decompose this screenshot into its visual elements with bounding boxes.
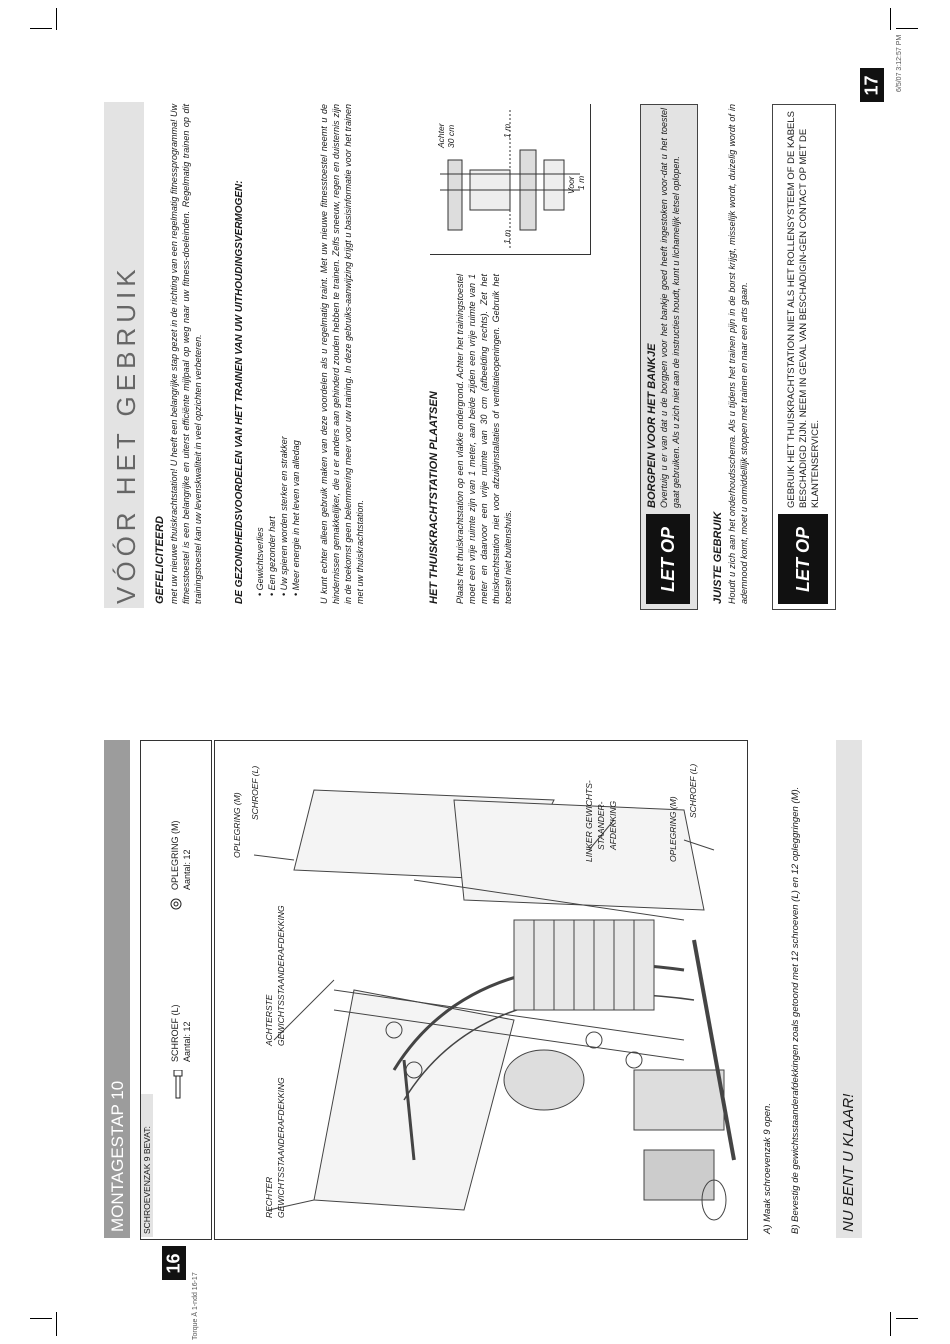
footer-code: Torque Ā 1-ndd 16-17 <box>192 1272 199 1340</box>
label-screw-bottom: SCHROEF (L) <box>688 763 698 818</box>
page-title: VÓÓR HET GEBRUIK <box>111 264 141 604</box>
floor-back: Achter <box>436 123 446 148</box>
warning2-text: GEBRUIK HET THUISKRACHTSTATION NIET ALS HET ROLLENSYSTEEM OF DE KABELS BESCHADIGD ZIJN. NEEM IN GEVAL VAN BESCHADIGIN-GEN CONTACT OP MET DE KLANTENSERVICE. <box>786 111 821 508</box>
benefit-item: • Gewichtsverlies <box>254 304 266 596</box>
benefits-heading: DE GEZONDHEIDSVOORDELEN VAN HET TRAINEN VAN UW UITHOUDINGSVERMOGEN: <box>234 180 245 604</box>
benefit-item: • Uw spieren worden sterker en strakker <box>278 304 290 596</box>
step-a: A) Maak schroevenzak 9 open. <box>762 1103 773 1234</box>
label-left-cover-2: STAANDER- <box>596 801 606 850</box>
part-2-qty: Aantal: 12 <box>182 849 192 890</box>
label-left-cover-3: AFDEKKING <box>608 800 618 850</box>
contents-label: SCHROEVENZAK 9 BEVAT: <box>142 1126 152 1234</box>
label-rear-cover-top: GEWICHTSSTAANDERAFDEKKING <box>276 905 286 1046</box>
floor-back-dist: 30 cm <box>446 124 456 148</box>
crop-mark <box>30 1318 52 1319</box>
part-1-name: SCHROEF (L) <box>170 1004 180 1062</box>
part-1-qty: Aantal: 12 <box>182 1021 192 1062</box>
floor-side-right: 1 m <box>502 123 512 138</box>
warning1-heading: BORGPEN VOOR HET BANKJE <box>646 343 658 508</box>
part-2-name: OPLEGRING (M) <box>170 820 180 890</box>
page-number: 16 <box>163 1252 184 1274</box>
washer-icon <box>170 898 182 910</box>
step-b: B) Bevestig de gewichtsstaanderafdekkingen zoals getoond met 12 schroeven (L) en 12 opleggringen (M). <box>790 786 801 1234</box>
warning-tag-label: LET OP <box>792 526 813 592</box>
crop-mark <box>890 8 891 30</box>
crop-mark <box>56 8 57 30</box>
label-washer-top: OPLEGRING (M) <box>232 792 242 858</box>
label-right-cover-2: GEWICHTSSTAANDERAFDEKKING <box>276 1077 286 1218</box>
congrats-heading: GEFELICITEERD <box>154 515 166 604</box>
footer-code: 6/5/07 3:12:57 PM <box>896 34 903 92</box>
page-number: 17 <box>861 74 882 96</box>
crop-mark <box>896 1318 918 1319</box>
crop-mark <box>30 28 52 29</box>
benefit-item: • Meer energie in het leven van alledag <box>290 304 302 596</box>
congrats-text: met uw nieuwe thuiskrachtstation! U heeft een belangrijke stap gezet in de richting van een regelmatig fitnessprogramma! Uw fitnesstoestel is een belangrijke en uiterst efficiënte mijlpaal op weg naar uw fitness-doeleinden. Regelmatig trainen op dit trainingstoestel kan uw levenskwaliteit in veel opzichten verbeteren. <box>169 104 203 604</box>
crop-mark <box>896 28 918 29</box>
label-right-cover-1: RECHTER <box>264 1176 274 1218</box>
benefits-text: U kunt echter alleen gebruik maken van deze voordelen als u regelmatig traint. Met uw nieuwe fitnesstoestel neemt u de hindernissen gemakkelijker, die u er anders aan gehinderd zouden hebben te trainen. Zelfs sneeuw, regen en duisternis zijn in de toekomst geen belemmering meer voor uw training. In deze gebruiks-aanwijzing krijgt u basisinformatie voor het trainen met uw thuiskrachtstation. <box>319 104 365 604</box>
warning-tag-1 <box>646 514 690 604</box>
floor-side-left: 1 m <box>502 229 512 244</box>
benefit-item: • Een gezonder hart <box>266 304 278 596</box>
label-rear-cover-1: ACHTERSTE <box>264 994 274 1046</box>
crop-mark <box>890 1312 891 1336</box>
label-left-cover-1: LINKER GEWICHTS- <box>584 780 594 862</box>
label-screw-top: SCHROEF (L) <box>250 765 260 820</box>
place-heading: HET THUISKRACHTSTATION PLAATSEN <box>428 391 440 604</box>
correct-use-heading: JUISTE GEBRUIK <box>712 511 724 604</box>
warning1-text: Overtuig u er van dat u de borgpen voor het bankje goed heeft ingestoken voor-dat u het toestel gaat gebruiken. Als u zich niet aan de instructies houdt, kunt u lichamelijk letsel oplopen. <box>659 108 681 508</box>
screw-icon <box>170 1070 186 1100</box>
floor-front: Voor <box>566 176 576 194</box>
assembly-illustration <box>214 740 746 1238</box>
page-title: MONTAGESTAP 10 <box>108 1080 127 1232</box>
warning-tag-2 <box>778 514 828 604</box>
place-text: Plaats het thuiskrachtstation op een vlakke ondergrond. Achter het trainingstoestel moet een vrije ruimte zijn van 1 meter, aan beide zijden een vrije ruimte van 1 meter en daarvoor een vrije ruimte van 30 cm (afbeelding rechts). Zet het thuiskrachtstation niet voor afzuiginstallaties of ventilatieopeningen. Gebruik het toestel niet buitenshuis. <box>455 274 513 604</box>
floor-front-dist: 1 m <box>576 175 586 190</box>
done-text: NU BENT U KLAAR! <box>840 1093 857 1232</box>
warning-tag-label: LET OP <box>657 526 678 592</box>
correct-use-text: Houdt u zich aan het onderhoudsschema. Als u tijdens het trainen pijn in de borst krijgt, misselijk wordt, duizelig wordt of in ademnood komt, moet u onmiddellijk stoppen met trainen en naar een arts gaan. <box>727 104 749 604</box>
benefits-list <box>254 304 302 604</box>
label-washer-bottom: OPLEGRING (M) <box>668 796 678 862</box>
crop-mark <box>56 1312 57 1336</box>
